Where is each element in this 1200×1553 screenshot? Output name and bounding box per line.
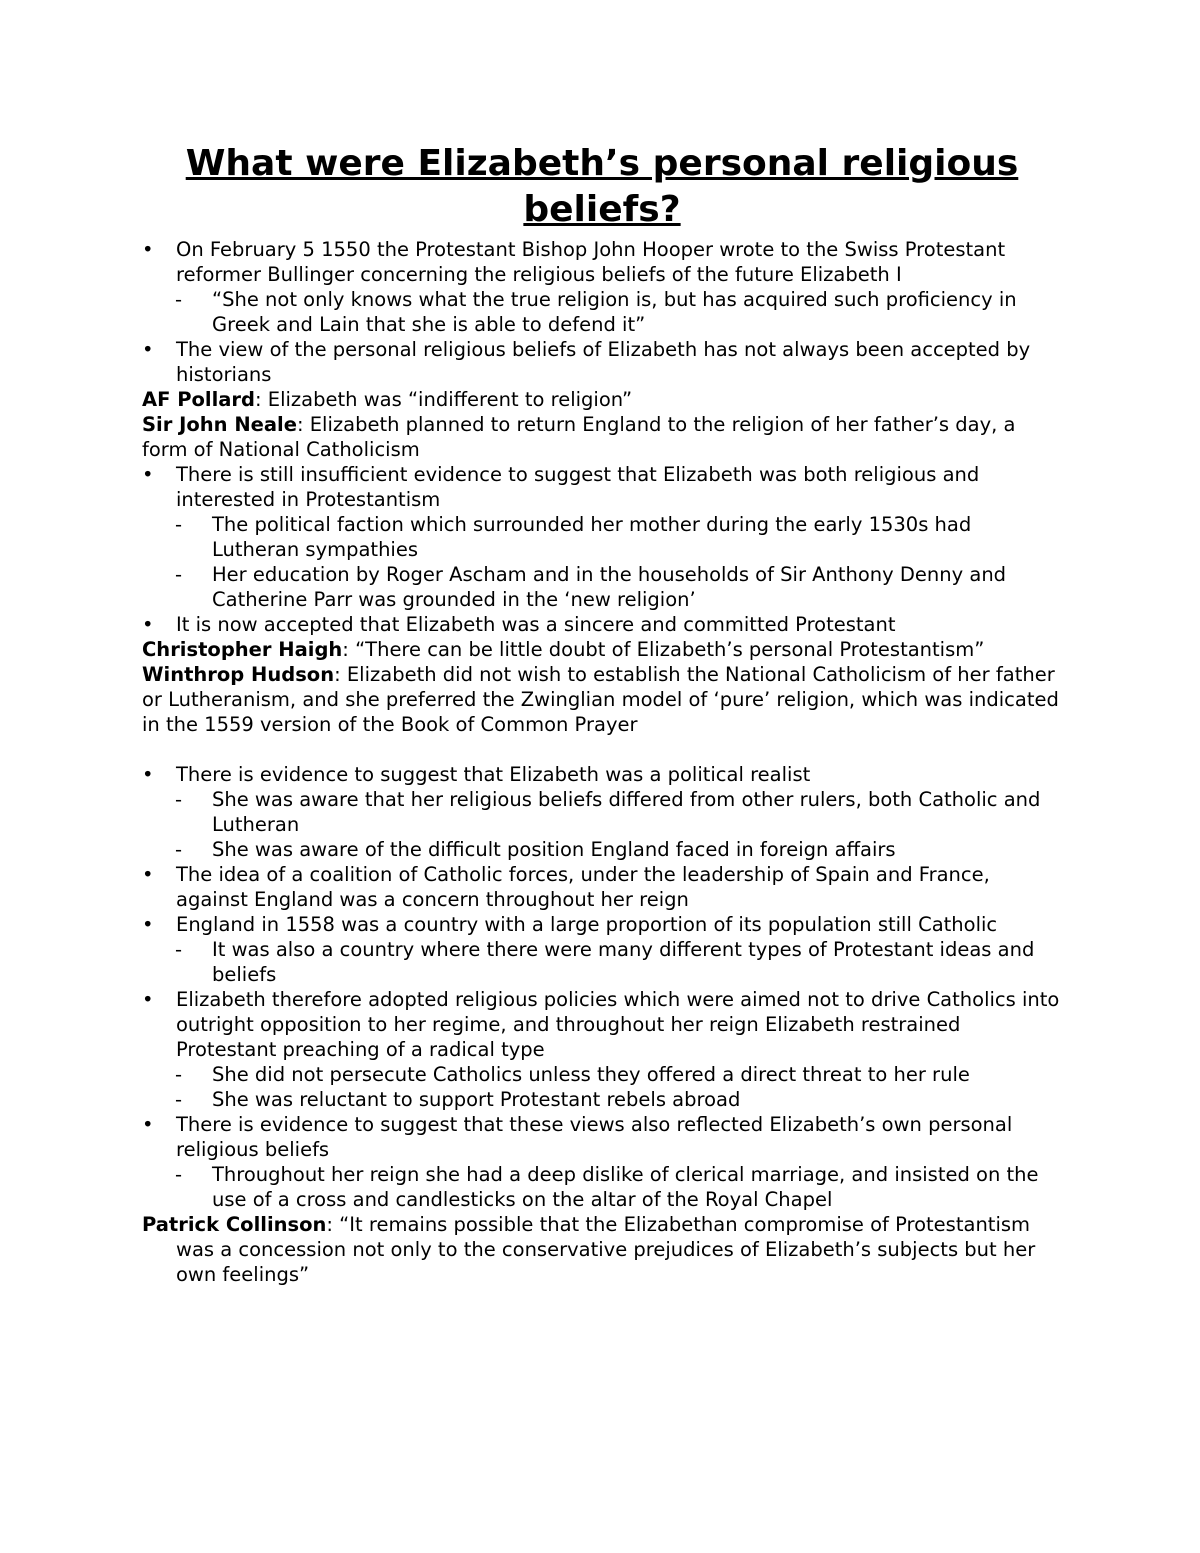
sub-bullet-text: Throughout her reign she had a deep dislike of clerical marriage, and insisted on the use of a cross and candlesticks on the altar of the Royal Chapel xyxy=(212,1163,1039,1211)
bullet-marker: • xyxy=(142,1113,154,1136)
dash-marker: - xyxy=(175,1088,183,1111)
bullet-text: The idea of a coalition of Catholic forces, under the leadership of Spain and France, against England was a concern throughout her reign xyxy=(176,863,990,911)
blank-line xyxy=(142,737,1062,762)
historian-view: : Elizabeth did not wish to establish the National Catholicism of her father or Lutheranism, and she preferred the Zwinglian model of ‘pure’ religion, which was indicated in the 1559 version of the Book of Common Prayer xyxy=(142,663,1059,736)
bullet-item xyxy=(142,462,1062,512)
historian-view: : “There can be little doubt of Elizabeth’s personal Protestantism” xyxy=(342,638,985,661)
sub-bullet-text: She was aware that her religious beliefs differed from other rulers, both Catholic and Lutheran xyxy=(212,788,1041,836)
dash-marker: - xyxy=(175,1063,183,1086)
historian-name: AF Pollard xyxy=(142,388,255,411)
historian-quote xyxy=(142,662,1062,737)
document-body xyxy=(142,141,1062,1287)
dash-marker: - xyxy=(175,563,183,586)
historian-name: Christopher Haigh xyxy=(142,638,343,661)
bullet-marker: • xyxy=(142,763,154,786)
dash-marker: - xyxy=(175,1163,183,1186)
bullet-item xyxy=(142,987,1062,1062)
sub-bullet-text: Her education by Roger Ascham and in the households of Sir Anthony Denny and Catherine Parr was grounded in the ‘new religion’ xyxy=(212,563,1007,611)
bullet-item xyxy=(142,612,1062,637)
historian-view: : Elizabeth planned to return England to the religion of her father’s day, a form of National Catholicism xyxy=(142,413,1016,461)
historian-quote xyxy=(142,1212,1062,1287)
bullet-text: Elizabeth therefore adopted religious policies which were aimed not to drive Catholics into outright opposition to her regime, and throughout her reign Elizabeth restrained Protestant preaching of a radical type xyxy=(176,988,1060,1061)
sub-bullet-text: She was aware of the difficult position England faced in foreign affairs xyxy=(212,838,896,861)
sub-bullet-text: She did not persecute Catholics unless they offered a direct threat to her rule xyxy=(212,1063,970,1086)
sub-bullet-text: “She not only knows what the true religion is, but has acquired such proficiency in Greek and Lain that she is able to defend it” xyxy=(212,288,1017,336)
bullet-item xyxy=(142,237,1062,287)
bullet-marker: • xyxy=(142,863,154,886)
dash-marker: - xyxy=(175,288,183,311)
bullet-text: It is now accepted that Elizabeth was a sincere and committed Protestant xyxy=(176,613,896,636)
sub-bullet-text: It was also a country where there were many different types of Protestant ideas and beliefs xyxy=(212,938,1035,986)
dash-marker: - xyxy=(175,788,183,811)
sub-bullet-item xyxy=(142,1062,1062,1087)
bullet-marker: • xyxy=(142,338,154,361)
bullet-marker: • xyxy=(142,238,154,261)
sub-bullet-item xyxy=(142,287,1062,337)
sub-bullet-item xyxy=(142,562,1062,612)
bullet-item xyxy=(142,912,1062,937)
dash-marker: - xyxy=(175,938,183,961)
bullet-item xyxy=(142,862,1062,912)
bullet-item xyxy=(142,762,1062,787)
bullet-marker: • xyxy=(142,913,154,936)
page-title: What were Elizabeth’s personal religious beliefs? xyxy=(185,143,1019,230)
sub-bullet-item xyxy=(142,837,1062,862)
bullet-marker: • xyxy=(142,613,154,636)
historian-name: Winthrop Hudson xyxy=(142,663,335,686)
historian-quote xyxy=(142,387,1062,412)
sub-bullet-text: The political faction which surrounded her mother during the early 1530s had Lutheran sympathies xyxy=(212,513,972,561)
bullet-text: England in 1558 was a country with a large proportion of its population still Catholic xyxy=(176,913,998,936)
bullet-text: There is evidence to suggest that these views also reflected Elizabeth’s own personal religious beliefs xyxy=(176,1113,1013,1161)
historian-quote xyxy=(142,412,1062,462)
sub-bullet-item xyxy=(142,1087,1062,1112)
bullet-text: The view of the personal religious beliefs of Elizabeth has not always been accepted by historians xyxy=(176,338,1031,386)
bullet-marker: • xyxy=(142,988,154,1011)
sub-bullet-item xyxy=(142,937,1062,987)
sub-bullet-item xyxy=(142,1162,1062,1212)
bullet-item xyxy=(142,1112,1062,1162)
bullet-text: There is evidence to suggest that Elizabeth was a political realist xyxy=(176,763,811,786)
historian-name: Sir John Neale xyxy=(142,413,297,436)
dash-marker: - xyxy=(175,513,183,536)
bullet-item xyxy=(142,337,1062,387)
bullet-text: On February 5 1550 the Protestant Bishop John Hooper wrote to the Swiss Protestant reformer Bullinger concerning the religious beliefs of the future Elizabeth I xyxy=(176,238,1006,286)
historian-name: Patrick Collinson xyxy=(142,1213,327,1236)
sub-bullet-item xyxy=(142,787,1062,837)
bullet-marker: • xyxy=(142,463,154,486)
dash-marker: - xyxy=(175,838,183,861)
sub-bullet-text: She was reluctant to support Protestant rebels abroad xyxy=(212,1088,741,1111)
sub-bullet-item xyxy=(142,512,1062,562)
bullet-text: There is still insufficient evidence to suggest that Elizabeth was both religious and interested in Protestantism xyxy=(176,463,980,511)
historian-view: : “It remains possible that the Elizabethan compromise of Protestantism was a concession not only to the conservative prejudices of Elizabeth’s subjects but her own feelings” xyxy=(176,1213,1036,1286)
historian-quote xyxy=(142,637,1062,662)
historian-view: : Elizabeth was “indifferent to religion” xyxy=(255,388,633,411)
